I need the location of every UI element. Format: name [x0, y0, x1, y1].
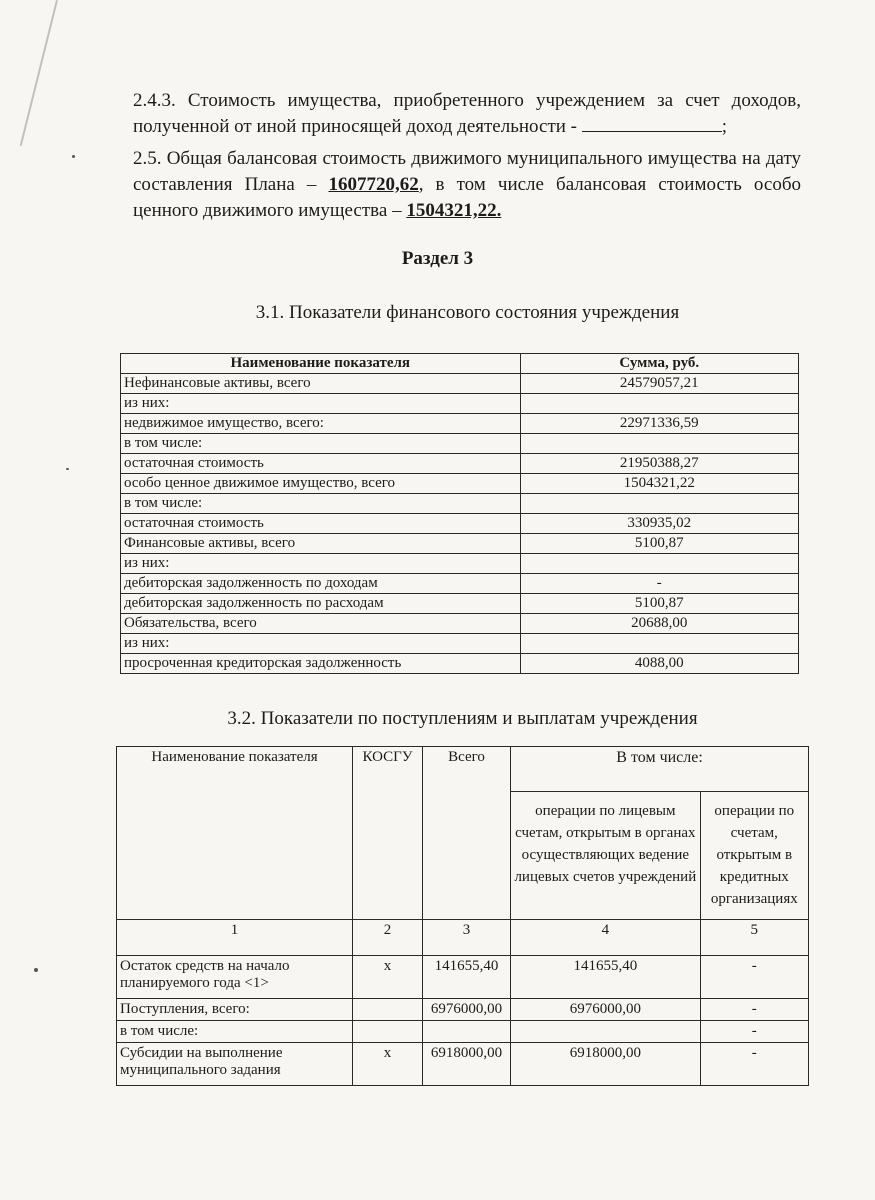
- row-value: 330935,02: [520, 514, 798, 534]
- scan-speck: [72, 155, 75, 158]
- table-row: [121, 394, 799, 414]
- scan-speck: [34, 968, 38, 972]
- table-row: [121, 514, 799, 534]
- scan-edge-shadow: [20, 0, 58, 146]
- row-name: особо ценное движимое имущество, всего: [121, 474, 521, 494]
- row-name: Обязательства, всего: [121, 614, 521, 634]
- row-name: из них:: [121, 394, 521, 414]
- col-number: 1: [117, 920, 353, 956]
- table-row: [121, 574, 799, 594]
- col-number: 4: [511, 920, 700, 956]
- table-row: [121, 614, 799, 634]
- row-name: из них:: [121, 554, 521, 574]
- row-name: просроченная кредиторская задолженность: [121, 654, 521, 674]
- section-title: Раздел 3: [401, 248, 474, 269]
- row-name: из них:: [121, 634, 521, 654]
- row-name: Финансовые активы, всего: [121, 534, 521, 554]
- row-value: -: [520, 574, 798, 594]
- table-header-row: [121, 354, 799, 374]
- row-credit: -: [700, 1021, 808, 1043]
- col-header-name: Наименование показателя: [121, 354, 521, 374]
- table-row: [121, 454, 799, 474]
- row-name: Остаток средств на начало планируемого года <1>: [117, 956, 353, 999]
- row-name: остаточная стоимость: [121, 454, 521, 474]
- row-personal: [511, 1021, 700, 1043]
- table-row: [121, 474, 799, 494]
- row-name: остаточная стоимость: [121, 514, 521, 534]
- table-row: [117, 1043, 809, 1086]
- row-value: 22971336,59: [520, 414, 798, 434]
- col-header-kosgu: КОСГУ: [353, 747, 423, 920]
- row-credit: -: [700, 956, 808, 999]
- column-number-row: [117, 920, 809, 956]
- paragraph-2-4-3-text: 2.4.3. Стоимость имущества, приобретенного учреждением за счет доходов, полученной от иной приносящей доход деятельности -: [133, 90, 801, 137]
- row-value: 5100,87: [520, 594, 798, 614]
- row-personal: 6918000,00: [511, 1043, 700, 1086]
- row-total: 6918000,00: [422, 1043, 510, 1086]
- row-credit: -: [700, 999, 808, 1021]
- row-value: [520, 554, 798, 574]
- row-total: 6976000,00: [422, 999, 510, 1021]
- row-value: [520, 394, 798, 414]
- row-name: дебиторская задолженность по расходам: [121, 594, 521, 614]
- row-value: [520, 634, 798, 654]
- table-row: [117, 999, 809, 1021]
- row-value: 24579057,21: [520, 374, 798, 394]
- row-total: [422, 1021, 510, 1043]
- row-personal: 141655,40: [511, 956, 700, 999]
- table-row: [121, 494, 799, 514]
- row-name: дебиторская задолженность по доходам: [121, 574, 521, 594]
- paragraph-2-4-3-end: ;: [721, 116, 728, 137]
- paragraph-2-4-3: [133, 88, 801, 140]
- row-value: 4088,00: [520, 654, 798, 674]
- scan-speck: [66, 468, 69, 470]
- table-row: [121, 414, 799, 434]
- row-name: в том числе:: [121, 434, 521, 454]
- paragraph-2-5: [133, 146, 801, 224]
- table-row: [121, 534, 799, 554]
- row-kosgu: х: [353, 1043, 423, 1086]
- row-value: 5100,87: [520, 534, 798, 554]
- row-kosgu: х: [353, 956, 423, 999]
- table-row: [121, 594, 799, 614]
- table-row: [117, 1021, 809, 1043]
- row-value: [520, 434, 798, 454]
- paragraph-2-5-text-middle: , в том числе балансовая стоимость особо ценного движимого имущества –: [133, 174, 801, 221]
- col-header-personal-accounts: операции по лицевым счетам, открытым в органах осуществляющих ведение лицевых счетов учреждений: [511, 792, 700, 920]
- col-header-total: Всего: [422, 747, 510, 920]
- subsection-3-1-title: 3.1. Показатели финансового состояния учреждения: [255, 302, 680, 323]
- row-name: недвижимое имущество, всего:: [121, 414, 521, 434]
- table-row: [121, 554, 799, 574]
- col-number: 2: [353, 920, 423, 956]
- col-number: 5: [700, 920, 808, 956]
- row-credit: -: [700, 1043, 808, 1086]
- table-row: [121, 434, 799, 454]
- row-value: [520, 494, 798, 514]
- valuable-movable-value: 1504321,22.: [406, 200, 502, 221]
- table-row: [121, 634, 799, 654]
- col-header-credit-accounts: операции по счетам, открытым в кредитных организациях: [700, 792, 808, 920]
- row-name: Поступления, всего:: [117, 999, 353, 1021]
- row-value: 1504321,22: [520, 474, 798, 494]
- row-kosgu: [353, 999, 423, 1021]
- table-row: [121, 654, 799, 674]
- row-name: Субсидии на выполнение муниципального задания: [117, 1043, 353, 1086]
- col-header-including: В том числе:: [511, 747, 809, 792]
- row-kosgu: [353, 1021, 423, 1043]
- table-header-row: [117, 747, 809, 792]
- row-value: 21950388,27: [520, 454, 798, 474]
- row-name: в том числе:: [117, 1021, 353, 1043]
- blank-line: [582, 115, 722, 132]
- paragraph-2-5-text-before: 2.5. Общая балансовая стоимость движимого муниципального имущества на дату составления Плана –: [133, 148, 801, 195]
- col-header-sum: Сумма, руб.: [520, 354, 798, 374]
- col-header-name: Наименование показателя: [117, 747, 353, 920]
- table-row: [117, 956, 809, 999]
- row-name: Нефинансовые активы, всего: [121, 374, 521, 394]
- financial-state-table: [120, 353, 799, 674]
- table-row: [121, 374, 799, 394]
- total-movable-value: 1607720,62: [328, 174, 419, 195]
- receipts-payments-table: [116, 746, 809, 1086]
- row-name: в том числе:: [121, 494, 521, 514]
- row-value: 20688,00: [520, 614, 798, 634]
- row-total: 141655,40: [422, 956, 510, 999]
- row-personal: 6976000,00: [511, 999, 700, 1021]
- subsection-3-2-title: 3.2. Показатели по поступлениям и выплатам учреждения: [227, 708, 698, 729]
- col-number: 3: [422, 920, 510, 956]
